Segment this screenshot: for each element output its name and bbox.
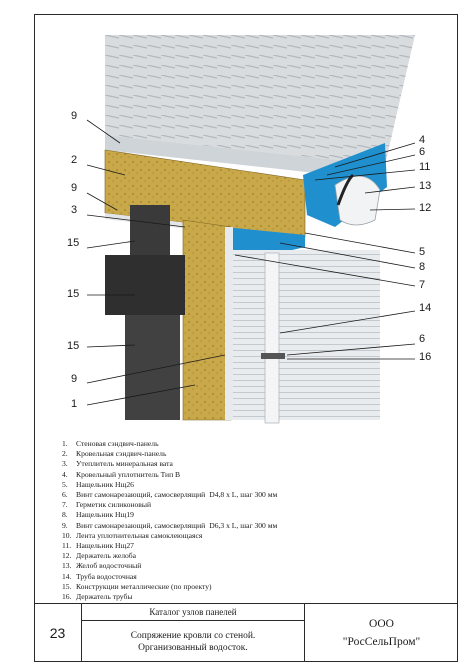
title-block (34, 603, 458, 662)
legend-item: 8. Нащельник Нщ19 (62, 510, 134, 520)
org-name: "РосСельПром" (342, 636, 421, 648)
callout-left-7: 15 (67, 340, 80, 352)
callout-right-10: 6 (419, 333, 426, 345)
callout-right-4: 13 (419, 180, 432, 192)
callout-right-2: 6 (419, 146, 426, 158)
wall-panel-skin (225, 227, 233, 420)
legend-item: 11. Нащельник Нщ27 (62, 541, 134, 551)
callout-left-9: 1 (71, 398, 78, 410)
legend-item: 12. Держатель желоба (62, 551, 137, 561)
legend-list (62, 439, 362, 602)
legend-item: 10. Лента уплотнительная самоклеющаяся (62, 530, 203, 540)
sheet-number: 23 (34, 604, 82, 662)
callout-left-8: 9 (71, 373, 78, 385)
callout-left-5: 15 (67, 237, 80, 249)
drawing-title-line2: Организованный водосток. (138, 642, 248, 653)
legend-item: 15. Конструкции металлические (по проекту) (62, 581, 212, 591)
legend-item: 1. Стеновая сэндвич-панель (62, 439, 159, 448)
callout-right-6: 5 (419, 246, 426, 258)
callout-right-1: 4 (419, 134, 426, 146)
gutter (335, 176, 380, 225)
legend-item: 14. Труба водосточная (62, 571, 137, 581)
callout-right-5: 12 (419, 202, 432, 214)
legend-item: 6. Винт самонарезающий, самосверлящий D4,8 x L, шаг 300 мм (62, 490, 278, 500)
callout-left-3: 9 (71, 182, 78, 194)
legend-item: 3. Утеплитель минеральная вата (62, 459, 173, 469)
callout-right-3: 11 (419, 161, 431, 173)
callout-right-11: 16 (419, 351, 432, 363)
org-type: ООО (369, 618, 394, 630)
drawing-title-line1: Сопряжение кровли со стеной. (130, 630, 256, 641)
legend-item: 4. Кровельный уплотнитель Тип В (62, 469, 181, 479)
callout-right-9: 14 (419, 302, 432, 314)
callout-left-1: 9 (71, 110, 78, 122)
steel-beam (105, 255, 185, 315)
callout-left-6: 15 (67, 288, 80, 300)
wall-siding (230, 250, 380, 420)
downpipe (265, 253, 279, 423)
pipe-holder (261, 353, 285, 359)
catalog-name: Каталог узлов панелей (82, 604, 304, 621)
legend-item: 7. Герметик силиконовый (62, 500, 152, 510)
callout-left-2: 2 (71, 154, 78, 166)
legend-item: 9. Винт самонарезающий, самосверлящий D6,3 x L, шаг 300 мм (62, 520, 278, 530)
organization (304, 604, 458, 662)
callout-right-8: 7 (419, 279, 426, 291)
steel-column (125, 315, 180, 420)
callout-right-7: 8 (419, 261, 426, 273)
node-drawing (35, 15, 457, 425)
legend-item: 2. Кровельная сэндвич-панель (62, 449, 167, 459)
steel-column-top (130, 205, 170, 255)
legend-item: 16. Держатель трубы (62, 592, 133, 602)
legend-item: 13. Желоб водосточный (62, 561, 142, 571)
callout-left-4: 3 (71, 204, 78, 216)
legend-item: 5. Нащельник Нщ26 (62, 479, 134, 489)
wall-insulation (183, 220, 231, 420)
drawing-title (82, 621, 304, 662)
